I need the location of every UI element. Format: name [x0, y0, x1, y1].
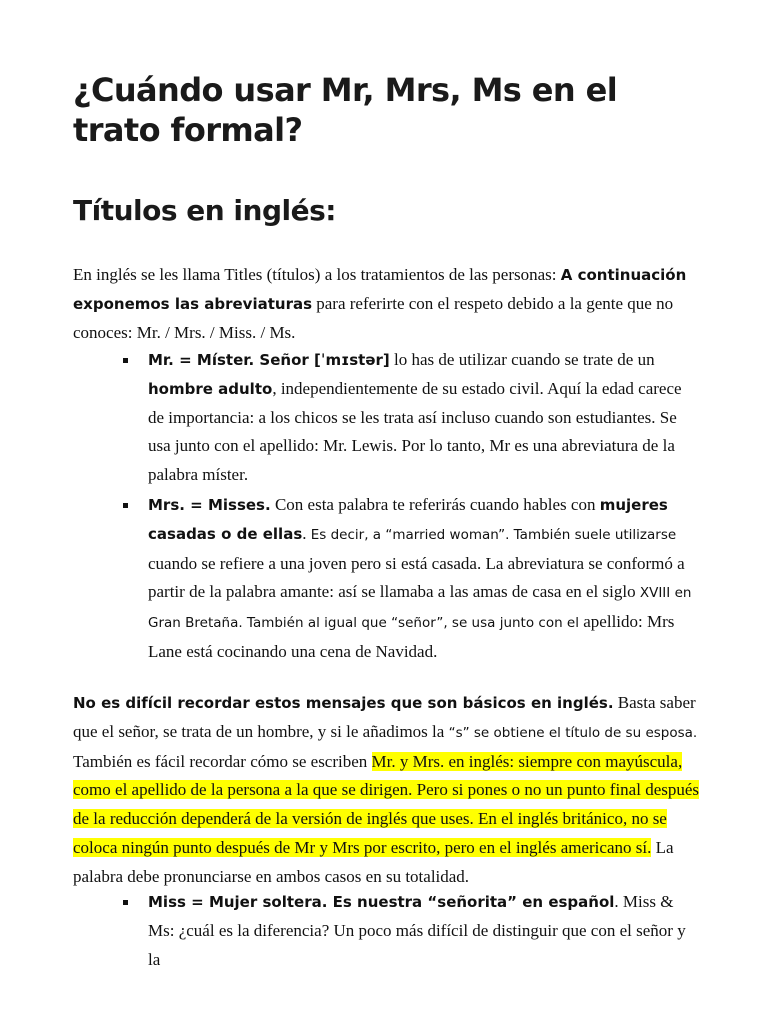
mrs-text-3: cuando se refiere a una joven pero si está casada. La abreviatura se conformó a partir de la palabra amante: así se llamaba a las amas de casa en el siglo	[148, 553, 685, 602]
list-item-mr	[148, 346, 693, 490]
mrs-text-4: apellido: Mrs Lane está cocinando una cena de Navidad.	[148, 612, 675, 661]
mr-text: lo has de utilizar cuando se trate de un	[389, 350, 655, 369]
recall-paragraph	[73, 689, 699, 892]
miss-term: Miss = Mujer soltera. Es nuestra “señorita” en español	[148, 893, 615, 911]
mr-text-end: , independientemente de su estado civil. Aquí la edad carece de importancia: a los chicos se les trata así incluso cuando son estudiantes. Se usa junto con el apellido: Mr. Lewis. Por lo tanto, Mr es una abreviatura de la palabra míster.	[148, 378, 682, 485]
page-title: ¿Cuándo usar Mr, Mrs, Ms en el trato formal?	[73, 71, 618, 149]
recall-text: Basta saber que el señor, se trata de un hombre, y si le añadimos la	[73, 693, 696, 741]
titles-list	[148, 346, 693, 667]
highlighted-text: Mr. y Mrs. en inglés: siempre con mayúscula, como el apellido de la persona a la que se dirigen. Pero si pones o no un punto final después de la reducción dependerá de la versión de inglés que uses. En el inglés británico, no se coloca ningún punto después de Mr y Mrs por escrito, pero en el inglés americano sí.	[73, 751, 700, 857]
mrs-sans-1: Es decir, a “married woman”. También suele utilizarse	[310, 526, 677, 543]
list-item-mrs	[148, 491, 693, 667]
miss-text: . Miss & Ms: ¿cuál es la diferencia? Un poco más difícil de distinguir que con el señor y la	[148, 892, 686, 969]
recall-bold: No es difícil recordar estos mensajes que son básicos en inglés.	[73, 694, 614, 712]
section-heading: Títulos en inglés:	[73, 194, 336, 227]
mr-bold: hombre adulto	[148, 379, 273, 398]
intro-text: En inglés se les llama Titles (títulos) a los tratamientos de las personas:	[73, 265, 561, 284]
recall-text-2: También es fácil recordar cómo se escriben	[73, 751, 372, 771]
titles-list-2	[148, 888, 693, 974]
intro-paragraph	[73, 261, 699, 347]
intro-text-end: para referirte con el respeto debido a la gente que no conoces: Mr. / Mrs. / Miss. / Ms.	[73, 293, 674, 342]
mrs-text-2: .	[302, 523, 311, 543]
mrs-text: Con esta palabra te referirás cuando hables con	[270, 494, 600, 514]
mrs-bold: mujeres casadas o de ellas	[148, 495, 668, 543]
recall-sans: “s” se obtiene el título de su esposa.	[448, 724, 698, 741]
intro-bold: A continuación exponemos las abreviaturas	[73, 266, 687, 313]
mrs-sans-2: XVIII en Gran Bretaña. También al igual que “señor”, se usa junto con el	[148, 585, 692, 632]
mr-term: Mr. = Míster. Señor [ˈmɪstər]	[148, 351, 390, 369]
mrs-term: Mrs. = Misses.	[148, 495, 271, 514]
recall-text-3: La palabra debe pronunciarse en ambos casos en su totalidad.	[73, 837, 674, 886]
list-item-miss	[148, 888, 693, 974]
